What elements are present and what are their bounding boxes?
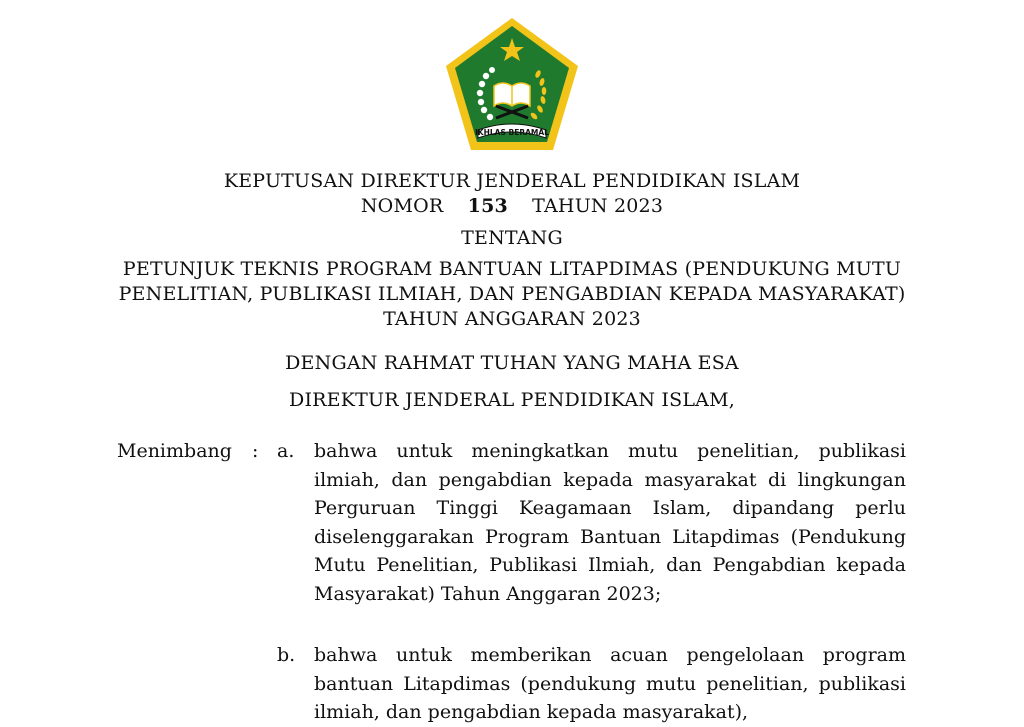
rahmat-invocation: DENGAN RAHMAT TUHAN YANG MAHA ESA — [285, 352, 739, 374]
subject-line-1: PETUNJUK TEKNIS PROGRAM BANTUAN LITAPDIMAS (PENDUKUNG MUTU — [122, 258, 902, 280]
decree-title: KEPUTUSAN DIREKTUR JENDERAL PENDIDIKAN ISLAM — [223, 170, 801, 192]
nomor-label: NOMOR — [360, 195, 444, 217]
nomor-value: 153 — [467, 195, 508, 217]
item-b-marker: b. — [277, 644, 296, 666]
menimbang-colon: : — [252, 440, 259, 462]
ministry-emblem-logo — [442, 14, 582, 154]
decree-subject — [0, 257, 1024, 332]
tentang-heading: TENTANG — [461, 227, 563, 249]
menimbang-label: Menimbang — [117, 440, 232, 462]
item-a-text: bahwa untuk meningkatkan mutu penelitian, publikasi ilmiah, dan pengabdian kepada masyarakat di lingkungan Perguruan Tinggi Keagamaan Islam, dipandang perlu diselenggarakan Program Bantuan Litapdimas (Pendukung Mutu Penelitian, Publikasi Ilmiah, dan Pengabdian kepada Masyarakat) Tahun Anggaran 2023; — [314, 440, 906, 605]
item-b-text: bahwa untuk memberikan acuan pengelolaan program bantuan Litapdimas (pendukung mutu penelitian, publikasi ilmiah, dan pengabdian kepada masyarakat), — [314, 644, 906, 723]
logo-motto: IKHLAS BERAMAL — [475, 128, 549, 137]
subject-line-3: TAHUN ANGGARAN 2023 — [383, 308, 641, 330]
tahun-label: TAHUN 2023 — [532, 195, 664, 217]
subject-line-2: PENELITIAN, PUBLIKASI ILMIAH, DAN PENGABDIAN KEPADA MASYARAKAT) — [118, 283, 906, 305]
official-title: DIREKTUR JENDERAL PENDIDIKAN ISLAM, — [289, 389, 735, 411]
decree-number-line — [0, 195, 1024, 217]
item-a-marker: a. — [277, 440, 295, 462]
